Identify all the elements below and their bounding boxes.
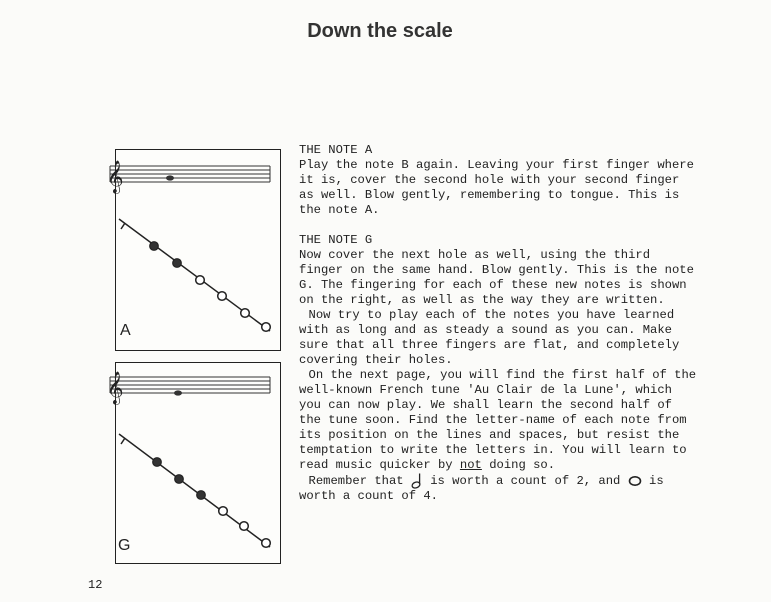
paragraph-note-a: Play the note B again. Leaving your first finger where it is, cover the second hole with your second finger as well. Blow gently, remembering to tongue. This is the note A. <box>299 158 694 217</box>
next-page-end: doing so. <box>481 458 556 472</box>
page-number: 12 <box>88 578 103 592</box>
heading-note-a: THE NOTE A <box>299 143 373 157</box>
paragraph-practice: Now try to play each of the notes you have learned with as long and as steady a sound as you can. Make sure that all three fingers are flat, and completely covering their holes. <box>299 308 680 367</box>
fingering-figure-g <box>107 362 281 564</box>
underlined-word: not <box>459 458 482 472</box>
remember-text-2: is worth a count of 2, and <box>422 474 621 489</box>
paragraph-note-g: Now cover the next hole as well, using the third finger on the same hand. Blow gently. This is the note G. The fingering for each of these new notes is shown on the right, as well as the way they are written. <box>299 248 694 307</box>
figure-label-g: G <box>118 537 131 554</box>
body-text <box>299 143 699 504</box>
page-title: Down the scale <box>307 20 453 42</box>
paragraph-next-page <box>299 368 699 473</box>
fingering-figure-a <box>107 149 281 351</box>
staff-and-fingering-g <box>107 363 280 563</box>
remember-text-1: Remember that <box>308 474 404 489</box>
heading-note-g: THE NOTE G <box>299 233 373 247</box>
remember-text-3: is worth a count of 4. <box>299 474 664 504</box>
paragraph-note-values <box>299 473 699 504</box>
staff-and-fingering-a <box>107 150 280 350</box>
next-page-text: On the next page, you will find the first half of the well-known French tune 'Au Clair de la Lune', which you can now play. We shall learn the second half of the tune soon. Find the letter-name of each note from its position on the lines and spaces, but resist the temptation to write the letters in. You will learn to read music quicker by <box>299 368 697 472</box>
figure-label-a: A <box>120 322 131 339</box>
note-head-g <box>174 390 182 395</box>
note-head-a <box>166 175 174 180</box>
treble-clef-icon: 𝄞 <box>107 371 124 404</box>
whole-note-icon <box>628 475 642 487</box>
treble-clef-icon: 𝄞 <box>107 160 124 193</box>
half-note-icon <box>411 473 423 489</box>
